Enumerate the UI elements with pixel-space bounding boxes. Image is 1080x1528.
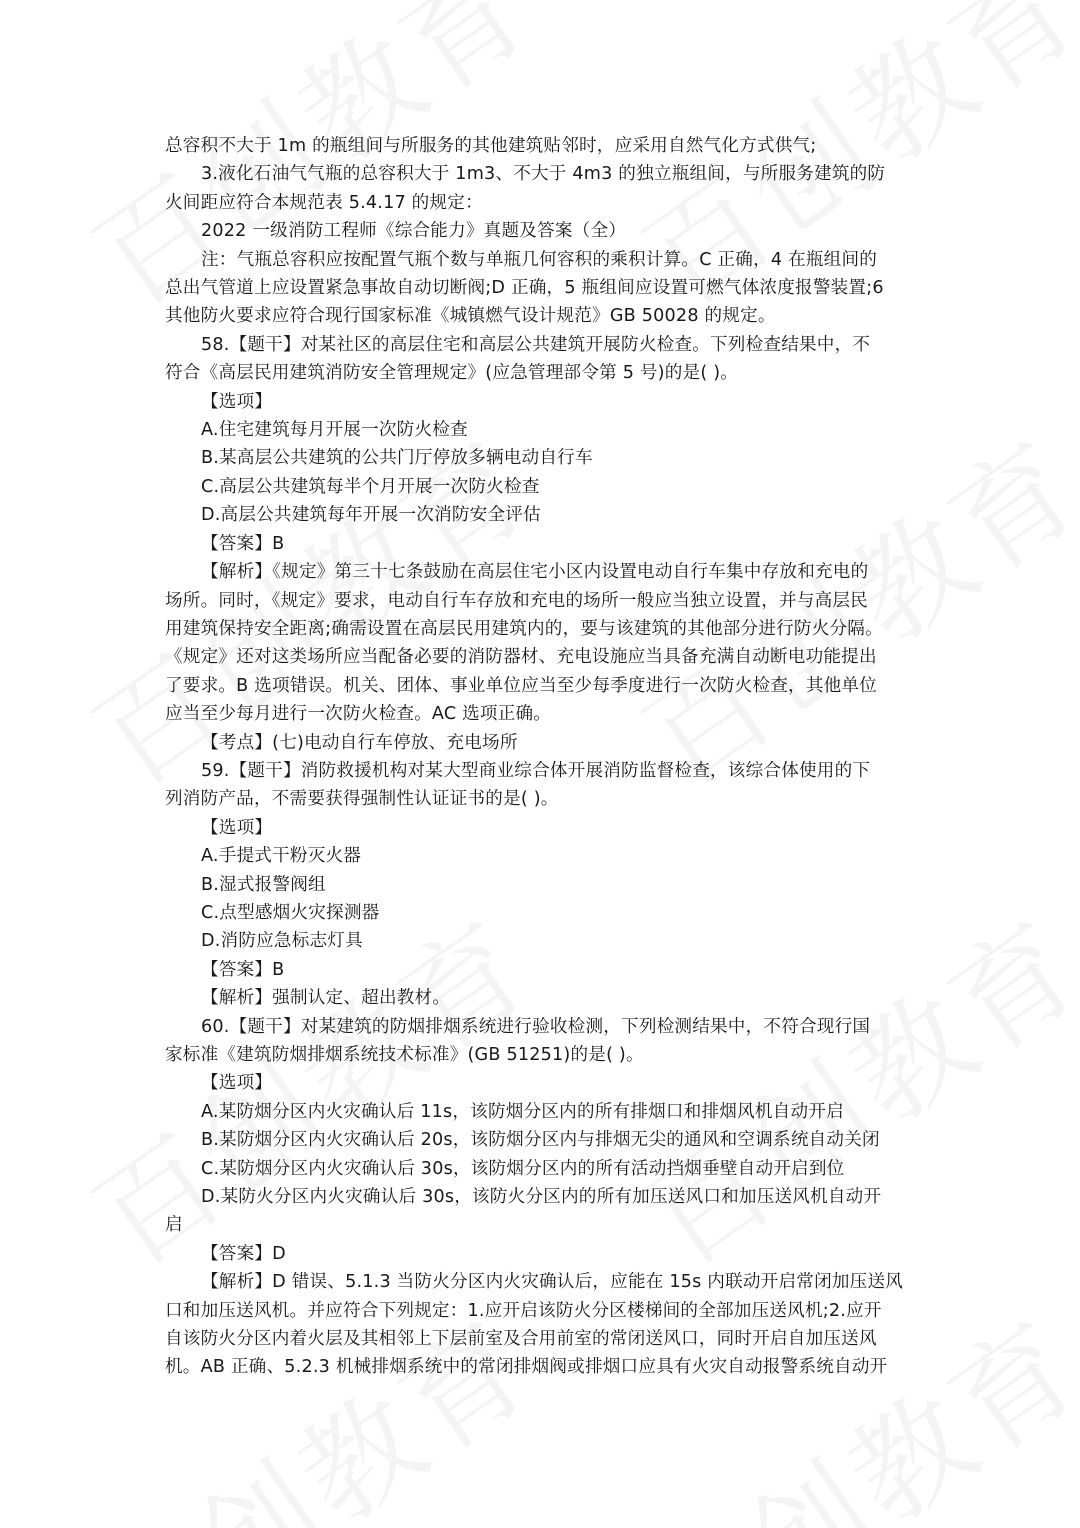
text-line: 【选项】	[201, 391, 273, 412]
text-line: 【答案】D	[201, 1243, 286, 1264]
text-line: 家标准《建筑防烟排烟系统技术标准》(GB 51251)的是( )。	[165, 1045, 644, 1065]
text-line: 60.【题干】对某建筑的防烟排烟系统进行验收检测，下列检测结果中，不符合现行国	[201, 1016, 871, 1037]
text-line: 口和加压送风机。并应符合下列规定：1.应开启该防火分区楼梯间的全部加压送风机;2.应开	[165, 1300, 882, 1321]
text-line: 《规定》还对这类场所应当配备必要的消防器材、充电设施应当具备充满自动断电功能提出	[165, 647, 877, 668]
text-line: 总出气管道上应设置紧急事故自动切断阀;D 正确，5 瓶组间应设置可燃气体浓度报警装置;6	[165, 278, 884, 299]
text-line: A.手提式干粉灭火器	[201, 846, 362, 867]
text-line: 2022 一级消防工程师《综合能力》真题及答案（全）	[201, 221, 627, 242]
text-line: 总容积不大于 1m 的瓶组间与所服务的其他建筑贴邻时，应采用自然气化方式供气;	[165, 136, 817, 156]
text-line: 【解析】《规定》第三十七条鼓励在高层住宅小区内设置电动自行车集中存放和充电的	[201, 562, 869, 583]
text-line: A.某防烟分区内火灾确认后 11s，该防烟分区内的所有排烟口和排烟风机自动开启	[201, 1101, 844, 1122]
text-line: 机。AB 正确、5.2.3 机械排烟系统中的常闭排烟阀或排烟口应具有火灾自动报警系统自动开	[165, 1357, 888, 1378]
text-line: C.某防烟分区内火灾确认后 30s，该防烟分区内的所有活动挡烟垂壁自动开启到位	[201, 1158, 845, 1179]
text-line: D.消防应急标志灯具	[201, 931, 363, 952]
text-line: 应当至少每月进行一次防火检查。AC 选项正确。	[165, 704, 552, 725]
text-line: 启	[165, 1215, 183, 1236]
text-line: 注：气瓶总容积应按配置气瓶个数与单瓶几何容积的乘积计算。C 正确，4 在瓶组间的	[201, 249, 878, 270]
text-line: 【解析】强制认定、超出教材。	[201, 988, 451, 1009]
text-line: 【解析】D 错误、5.1.3 当防火分区内火灾确认后，应能在 15s 内联动开启常闭加压送风	[201, 1272, 904, 1293]
text-line: 【选项】	[201, 817, 273, 838]
text-line: 自该防火分区内着火层及其相邻上下层前室及合用前室的常闭送风口，同时开启自加压送风	[165, 1329, 877, 1350]
text-line: B.湿式报警阀组	[201, 874, 326, 895]
text-line: 了要求。B 选项错误。机关、团体、事业单位应当至少每季度进行一次防火检查，其他单位	[165, 675, 878, 696]
text-line: D.高层公共建筑每年开展一次消防安全评估	[201, 505, 541, 526]
text-line: D.某防火分区内火灾确认后 30s，该防火分区内的所有加压送风口和加压送风机自动开	[201, 1187, 882, 1208]
text-line: B.某高层公共建筑的公共门厅停放多辆电动自行车	[201, 448, 593, 469]
text-line: 58.【题干】对某社区的高层住宅和高层公共建筑开展防火检查。下列检查结果中，不	[201, 334, 871, 355]
text-line: 场所。同时，《规定》要求，电动自行车存放和充电的场所一般应当独立设置，并与高层民	[165, 590, 868, 611]
text-line: C.高层公共建筑每半个月开展一次防火检查	[201, 476, 540, 497]
text-line: 【选项】	[201, 1073, 273, 1094]
text-line: 火间距应符合本规范表 5.4.17 的规定：	[165, 192, 483, 213]
text-line: 59.【题干】消防救援机构对某大型商业综合体开展消防监督检查，该综合体使用的下	[201, 760, 871, 781]
text-line: 3.液化石油气气瓶的总容积大于 1m3、不大于 4m3 的独立瓶组间，与所服务建筑的防	[201, 164, 886, 185]
text-line: 【考点】(七)电动自行车停放、充电场所	[201, 732, 518, 753]
text-line: C.点型感烟火灾探测器	[201, 902, 380, 923]
text-line: 【答案】B	[201, 533, 285, 554]
text-line: A.住宅建筑每月开展一次防火检查	[201, 420, 468, 441]
document-body	[165, 132, 917, 1382]
text-line: 符合《高层民用建筑消防安全管理规定》(应急管理部令第 5 号)的是( )。	[165, 363, 739, 384]
text-line: 列消防产品，不需要获得强制性认证证书的是( )。	[165, 789, 559, 810]
text-line: 其他防火要求应符合现行国家标准《城镇燃气设计规范》GB 50028 的规定。	[165, 306, 776, 327]
text-line: 【答案】B	[201, 959, 285, 980]
text-line: B.某防烟分区内火灾确认后 20s，该防烟分区内与排烟无尖的通风和空调系统自动关闭	[201, 1130, 880, 1151]
text-line: 用建筑保持安全距离;确需设置在高层民用建筑内的，要与该建筑的其他部分进行防火分隔。	[165, 618, 883, 639]
